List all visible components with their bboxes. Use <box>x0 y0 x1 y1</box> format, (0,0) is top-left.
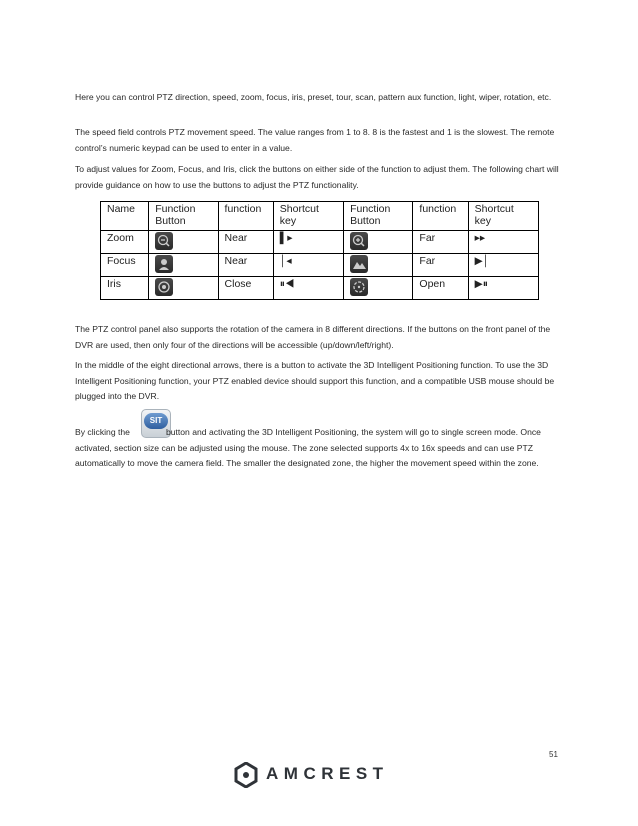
row-function: Near <box>218 231 273 254</box>
row-shortcut-2: ▶⏸ <box>468 277 538 300</box>
row-name: Zoom <box>101 231 149 254</box>
paragraph-adjust-values: To adjust values for Zoom, Focus, and Iris, click the buttons on either side of the function to adjust them. The following chart will provide guidance on how to use the buttons to adjust the PTZ functionality. <box>75 164 559 190</box>
header-function: function <box>218 202 273 231</box>
row-shortcut-2: ▶│ <box>468 254 538 277</box>
row-function-2: Open <box>413 277 468 300</box>
cell-button-2 <box>344 254 413 277</box>
sit-usage-after: button and activating the 3D Intelligent Positioning, the system will go to single screen mode. Once activated, section size can be adjusted using the mouse. The zone selected supports 4x to 16x speeds and can use PTZ automatically to move the camera field. The smaller the designated zone, the higher the movement speed within the zone. <box>75 427 541 468</box>
cell-button-2 <box>344 231 413 254</box>
row-shortcut: │◂ <box>273 254 343 277</box>
sit-usage-before: By clicking the <box>75 427 130 437</box>
row-shortcut: ⏸◀ <box>273 277 343 300</box>
row-name: Iris <box>101 277 149 300</box>
paragraph-rotation: The PTZ control panel also supports the rotation of the camera in 8 different directions. If the buttons on the front panel of the DVR are used, then only four of the directions will be accessible (up/down/left/right). <box>75 324 551 350</box>
paragraph-sit-usage <box>75 425 565 472</box>
row-function-2: Far <box>413 231 468 254</box>
header-shortcut-key-2: Shortcut key <box>468 202 538 231</box>
zoom-in-icon[interactable] <box>350 232 368 250</box>
zoom-out-icon[interactable] <box>155 232 173 250</box>
paragraph-speed: The speed field controls PTZ movement speed. The value ranges from 1 to 8. 8 is the fastest and 1 is the slowest. The remote control’s numeric keypad can be used to enter in a value. <box>75 127 555 153</box>
sit-button-label: SIT <box>144 413 168 429</box>
cell-button-2 <box>344 277 413 300</box>
iris-close-icon[interactable] <box>155 278 173 296</box>
paragraph-ptz-intro: Here you can control PTZ direction, speed, zoom, focus, iris, preset, tour, scan, pattern aux function, light, wiper, rotation, etc. <box>75 92 552 102</box>
table-header-row <box>101 202 539 231</box>
cell-button <box>149 277 218 300</box>
row-shortcut-2: ▸▸ <box>468 231 538 254</box>
table-row <box>101 277 539 300</box>
page-number: 51 <box>549 750 558 759</box>
iris-open-icon[interactable] <box>350 278 368 296</box>
header-function-2: function <box>413 202 468 231</box>
row-function: Near <box>218 254 273 277</box>
row-function: Close <box>218 277 273 300</box>
row-function-2: Far <box>413 254 468 277</box>
header-function-button-2: Function Button <box>344 202 413 231</box>
focus-far-icon[interactable] <box>350 255 368 273</box>
cell-button <box>149 231 218 254</box>
header-shortcut-key: Shortcut key <box>273 202 343 231</box>
focus-near-icon[interactable] <box>155 255 173 273</box>
paragraph-3d-positioning: In the middle of the eight directional arrows, there is a button to activate the 3D Intelligent Positioning function. To use the 3D Intelligent Positioning function, your PTZ enabled device should support this function, and a compatible USB mouse should be plugged into the DVR. <box>75 360 555 401</box>
row-shortcut: ▌▸ <box>273 231 343 254</box>
table-row <box>101 231 539 254</box>
brand-wordmark: AMCREST <box>266 764 389 783</box>
cell-button <box>149 254 218 277</box>
row-name: Focus <box>101 254 149 277</box>
header-name: Name <box>101 202 149 231</box>
header-function-button: Function Button <box>149 202 218 231</box>
table-row <box>101 254 539 277</box>
amcrest-logo-icon <box>234 762 258 788</box>
ptz-function-table <box>100 201 539 300</box>
